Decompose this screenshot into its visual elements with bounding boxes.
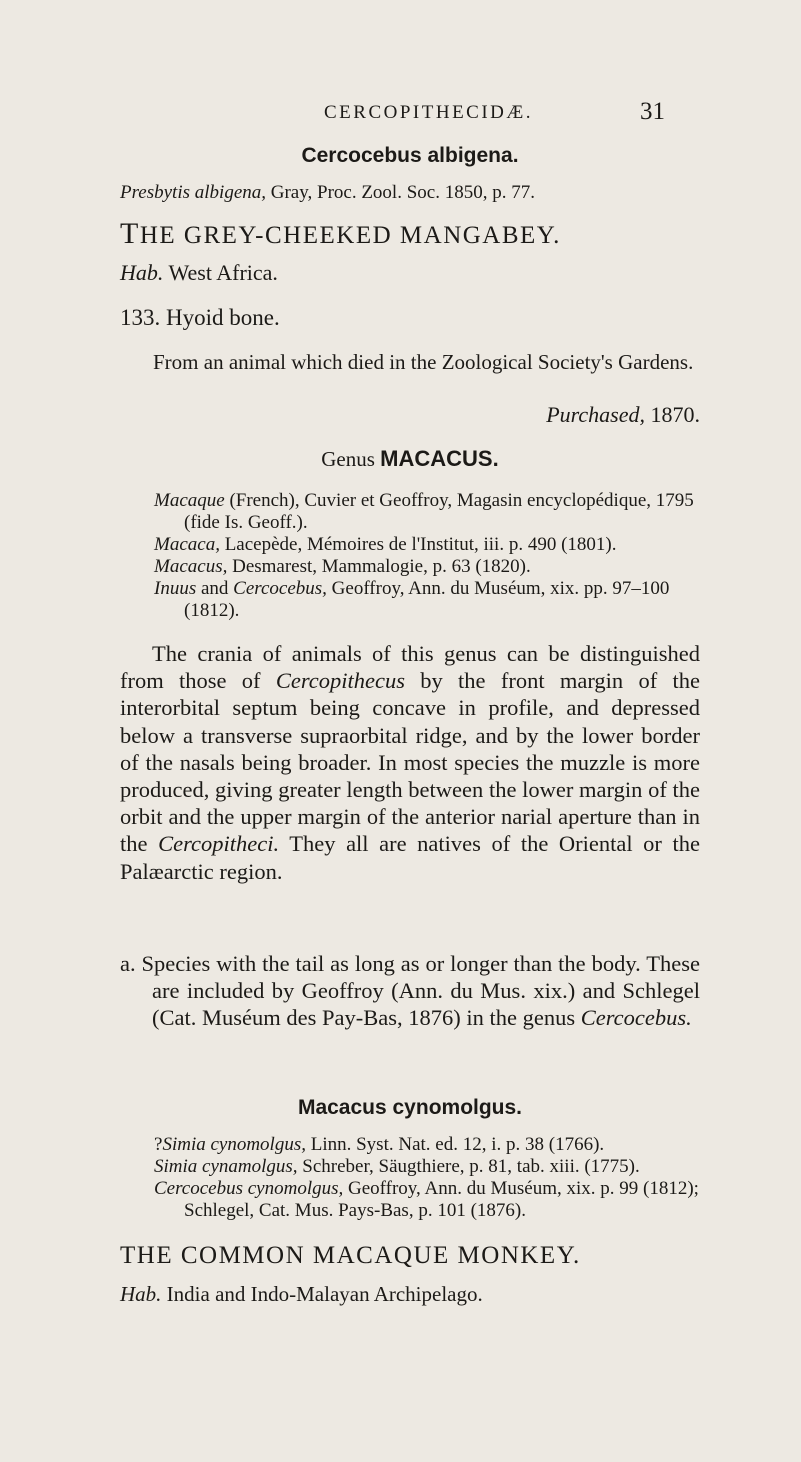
- paragraph-text: a. Species with the tail as long as or longer than the body. These are included by Geoffroy (Ann. du Mus. xix.) and Schlegel (Cat. Muséum des Pay-Bas, 1876) in the genus: [120, 951, 700, 1031]
- genus-reference: [154, 534, 700, 556]
- habitat-label: Hab.: [120, 1282, 162, 1306]
- common-name-grey-cheeked: [120, 217, 700, 251]
- acquisition-type: Purchased,: [546, 402, 645, 427]
- specimen-133-description: From an animal which died in the Zoological Society's Gardens.: [153, 350, 694, 374]
- reference-text: Schreber, Säugthiere, p. 81, tab. xiii. (1775).: [297, 1156, 640, 1177]
- genus-reference: [154, 490, 700, 534]
- section-a-paragraph: [120, 950, 700, 1032]
- species-reference: [154, 1134, 700, 1156]
- species-reference: [154, 1156, 700, 1178]
- paragraph-text: They all are natives of the Oriental or the Palæarctic region.: [120, 831, 700, 884]
- reference-text: Desmarest, Mammalogie, p. 63 (1820).: [227, 556, 531, 577]
- reference-text: and: [196, 578, 234, 599]
- habitat-line-1: [120, 260, 700, 286]
- genus-description-paragraph: [120, 640, 700, 885]
- page-number: 31: [640, 98, 665, 125]
- habitat-line-2: [120, 1282, 700, 1307]
- acquisition-year: 1870.: [650, 402, 700, 427]
- reference-taxon: Inuus: [154, 578, 197, 599]
- reference-taxon: Macaque: [154, 490, 225, 511]
- paragraph-text: by the front margin of the interorbital septum being concave in profile, and depressed below a transverse supraorbital ridge, and by the lower border of the nasals being broader. In most species the muzzle is more produced, giving greater length between the lower margin of the orbit and the upper margin of the anterior narial aperture than in the: [120, 668, 700, 857]
- reference-prefix: ?: [154, 1134, 163, 1155]
- reference-text: Lacepède, Mémoires de l'Institut, iii. p. 490 (1801).: [219, 534, 617, 555]
- reference-text: Geoffroy, Ann. du Muséum, xix. p. 99 (1812); Schlegel, Cat. Mus. Pays-Bas, p. 101 (1876).: [184, 1178, 699, 1221]
- species-references: [120, 1134, 700, 1222]
- paragraph-taxon: Cercopithecus: [275, 668, 405, 694]
- genus-label: Genus: [321, 447, 375, 471]
- reference-text: Geoffroy, Ann. du Muséum, xix. pp. 97–100 (1812).: [184, 578, 670, 621]
- paragraph-text: The crania of animals of this genus can be distinguished from those of: [120, 641, 700, 694]
- synonym-reference: Gray, Proc. Zool. Soc. 1850, p. 77.: [270, 182, 535, 203]
- common-name-macaque: THE COMMON MACAQUE MONKEY.: [120, 1242, 581, 1269]
- genus-reference: [154, 556, 700, 578]
- synonym-taxon: Presbytis albigena,: [120, 182, 266, 203]
- specimen-133-title: 133. Hyoid bone.: [120, 305, 280, 330]
- genus-reference: [154, 578, 700, 622]
- genus-name: MACACUS.: [380, 446, 499, 471]
- paragraph-taxon: Cercopitheci.: [158, 831, 280, 857]
- reference-taxon: Cercocebus cynomolgus,: [154, 1178, 344, 1199]
- reference-text: (French), Cuvier et Geoffroy, Magasin encyclopédique, 1795 (fide Is. Geoff.).: [184, 490, 694, 533]
- habitat-text: India and Indo-Malayan Archipelago.: [166, 1282, 483, 1306]
- reference-taxon: Cercocebus,: [233, 578, 327, 599]
- reference-taxon: Macaca,: [154, 534, 220, 555]
- species-heading-albigena: Cercocebus albigena.: [301, 144, 519, 167]
- genus-references: [120, 490, 700, 622]
- species-reference: [154, 1178, 700, 1222]
- common-name-initial: T: [120, 217, 140, 250]
- reference-taxon: Simia cynamolgus,: [154, 1156, 298, 1177]
- reference-taxon: Simia cynomolgus,: [162, 1134, 306, 1155]
- running-title: CERCOPITHECIDÆ.: [324, 102, 534, 123]
- reference-text: Linn. Syst. Nat. ed. 12, i. p. 38 (1766).: [305, 1134, 605, 1155]
- habitat-text: West Africa.: [168, 260, 278, 285]
- habitat-label: Hab.: [120, 260, 164, 285]
- reference-taxon: Macacus,: [154, 556, 228, 577]
- common-name-rest: HE GREY-CHEEKED MANGABEY.: [139, 222, 561, 249]
- species-heading-cynomolgus: Macacus cynomolgus.: [297, 1096, 523, 1119]
- paragraph-taxon: Cercocebus.: [580, 1005, 692, 1031]
- specimen-133-acquisition: [120, 402, 700, 428]
- synonym-line: [120, 182, 700, 204]
- genus-heading: [120, 446, 700, 472]
- running-head: [0, 98, 801, 132]
